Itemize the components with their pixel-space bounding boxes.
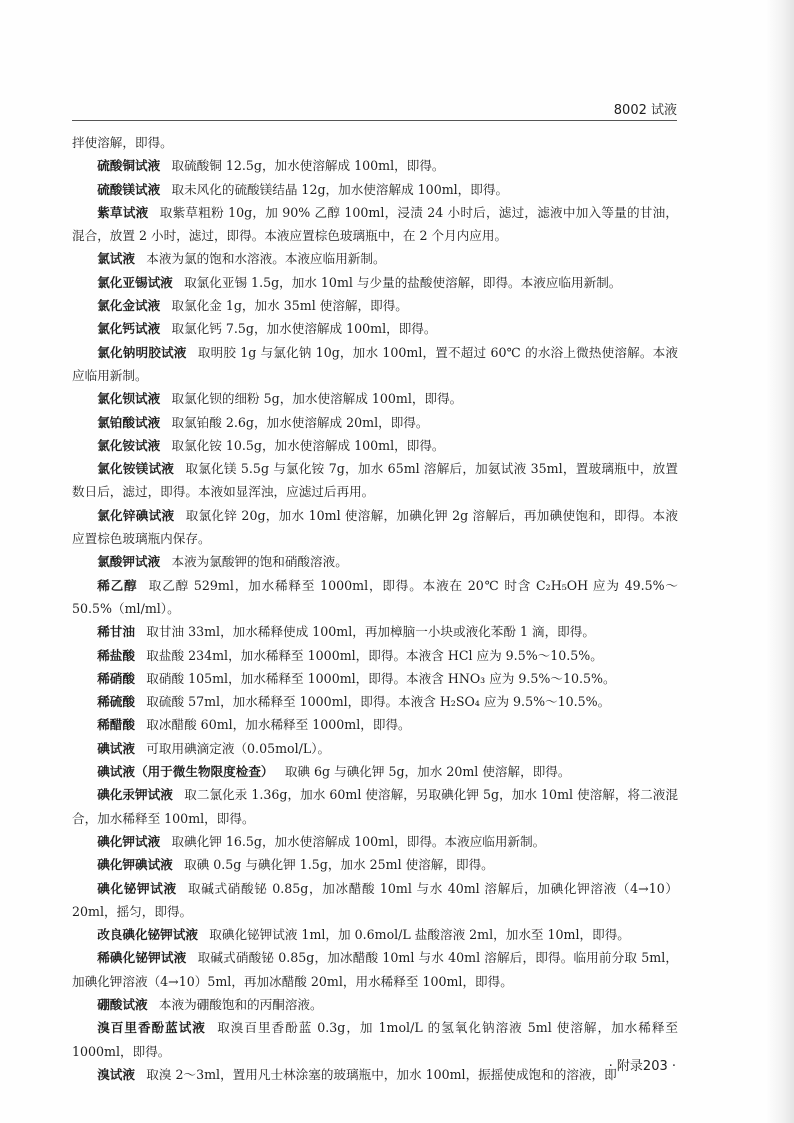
reagent-entry xyxy=(72,294,678,317)
header-title: 8002 试液 xyxy=(613,103,677,118)
reagent-description: 本液为硼酸饱和的丙酮溶液。 xyxy=(158,996,323,1012)
reagent-description: 拌使溶解，即得。 xyxy=(72,135,173,150)
reagent-entry xyxy=(72,644,678,667)
reagent-entry xyxy=(72,550,678,573)
reagent-entry xyxy=(72,620,678,643)
reagent-entry xyxy=(72,923,678,946)
reagent-description: 取冰醋酸 60ml，加水稀释至 1000ml，即得。 xyxy=(146,717,411,733)
reagent-entry xyxy=(72,271,678,294)
reagent-entry xyxy=(72,387,678,410)
reagent-description: 取氯化镁 5.5g 与氯化铵 7g，加水 65ml 溶解后，加氨试液 35ml，置玻璃瓶中，放置数日后，滤过，即得。本液如显浑浊，应滤过后再用。 xyxy=(72,461,678,500)
reagent-entry xyxy=(72,853,678,876)
reagent-description: 取硝酸 105ml，加水稀释至 1000ml，即得。本液含 HNO₃ 应为 9.5%～10.5%。 xyxy=(146,670,616,686)
reagent-description: 取碘 6g 与碘化钾 5g，加水 20ml 使溶解，即得。 xyxy=(284,764,571,780)
reagent-description: 取氯铂酸 2.6g，加水使溶解成 20ml，即得。 xyxy=(171,414,429,430)
reagent-description: 取硫酸 57ml，加水稀释至 1000ml，即得。本液含 H₂SO₄ 应为 9.5%～10.5%。 xyxy=(146,694,611,710)
reagent-name: 碘试液 xyxy=(97,740,135,756)
reagent-name: 紫草试液 xyxy=(97,204,149,220)
reagent-entry xyxy=(72,574,678,621)
reagent-name: 氯铂酸试液 xyxy=(97,414,161,430)
reagent-name: 碘化铋钾试液 xyxy=(97,880,177,896)
reagent-entry xyxy=(72,830,678,853)
reagent-description: 取未风化的硫酸镁结晶 12g，加水使溶解成 100ml，即得。 xyxy=(171,181,509,197)
page-edge-shadow xyxy=(766,0,794,1123)
reagent-name: 硼酸试液 xyxy=(97,996,148,1012)
reagent-description: 取碱式硝酸铋 0.85g，加冰醋酸 10ml 与水 40ml 溶解后，即得。临用前分取 5ml，加碘化钾溶液（4→10）5ml，再加冰醋酸 20ml，用水稀释至 100ml，即得。 xyxy=(72,950,679,989)
reagent-name: 碘试液（用于微生物限度检查） xyxy=(97,764,274,780)
reagent-description: 取碘化铋钾试液 1ml，加 0.6mol/L 盐酸溶液 2ml，加水至 10ml，即得。 xyxy=(209,927,630,943)
reagent-name: 稀乙醇 xyxy=(97,577,138,593)
reagent-name: 氯化铵试液 xyxy=(97,437,161,453)
reagent-name: 氯化钙试液 xyxy=(97,321,161,337)
reagent-description: 取氯化钡的细粉 5g，加水使溶解成 100ml，即得。 xyxy=(171,391,463,407)
reagent-entry xyxy=(72,434,678,457)
reagent-entry xyxy=(72,877,678,924)
reagent-name: 氯化铵镁试液 xyxy=(97,461,175,477)
reagent-description: 取硫酸铜 12.5g，加水使溶解成 100ml，即得。 xyxy=(171,158,445,174)
reagent-entry xyxy=(72,690,678,713)
page-number: · 附录203 · xyxy=(608,1059,676,1074)
reagent-name: 溴试液 xyxy=(97,1066,135,1082)
reagent-name: 稀甘油 xyxy=(97,624,135,640)
reagent-name: 碘化汞钾试液 xyxy=(97,787,173,803)
reagent-name: 硫酸铜试液 xyxy=(97,158,161,174)
reagent-entry xyxy=(72,201,678,248)
reagent-entry xyxy=(72,993,678,1016)
reagent-description: 取碘 0.5g 与碘化钾 1.5g，加水 25ml 使溶解，即得。 xyxy=(184,857,494,873)
reagent-entry xyxy=(72,1016,678,1063)
reagent-name: 氯化金试液 xyxy=(97,298,161,314)
reagent-name: 稀醋酸 xyxy=(97,717,135,733)
reagent-entry xyxy=(72,178,678,201)
reagent-name: 氯酸钾试液 xyxy=(97,554,161,570)
reagent-name: 氯化钡试液 xyxy=(97,391,161,407)
reagent-description: 取氯化锌 20g，加水 10ml 使溶解，加碘化钾 2g 溶解后，再加碘使饱和，即得。本液应置棕色玻璃瓶内保存。 xyxy=(72,507,679,547)
reagent-description: 取二氯化汞 1.36g，加水 60ml 使溶解，另取碘化钾 5g，加水 10ml 使溶解，将二液混合，加水稀释至 100ml，即得。 xyxy=(72,787,679,826)
reagent-entry xyxy=(72,760,678,783)
document-body xyxy=(72,131,678,1086)
reagent-entry xyxy=(72,131,678,154)
reagent-name: 氯化钠明胶试液 xyxy=(97,344,187,360)
reagent-name: 氯化锌碘试液 xyxy=(97,507,175,523)
reagent-entry xyxy=(72,247,678,270)
reagent-name: 稀硝酸 xyxy=(97,670,135,686)
reagent-description: 本液为氯酸钾的饱和硝酸溶液。 xyxy=(171,554,348,570)
reagent-description: 取乙醇 529ml，加水稀释至 1000ml，即得。本液在 20℃ 时含 C₂H₅OH 应为 49.5%～50.5%（ml/ml）。 xyxy=(72,577,679,616)
reagent-name: 硫酸镁试液 xyxy=(97,181,161,197)
reagent-entry xyxy=(72,341,678,388)
reagent-description: 本液为氯的饱和水溶液。本液应临用新制。 xyxy=(146,251,386,267)
reagent-name: 氯试液 xyxy=(97,251,135,267)
reagent-name: 碘化钾碘试液 xyxy=(97,857,173,873)
reagent-description: 取甘油 33ml，加水稀释使成 100ml，再加樟脑一小块或液化苯酚 1 滴，即得。 xyxy=(146,624,595,640)
reagent-description: 取盐酸 234ml，加水稀释至 1000ml，即得。本液含 HCl 应为 9.5%～10.5%。 xyxy=(146,647,603,663)
reagent-name: 碘化钾试液 xyxy=(97,833,161,849)
reagent-description: 取氯化钙 7.5g，加水使溶解成 100ml，即得。 xyxy=(171,321,437,337)
reagent-description: 取氯化铵 10.5g，加水使溶解成 100ml，即得。 xyxy=(171,437,445,453)
reagent-description: 取碱式硝酸铋 0.85g，加冰醋酸 10ml 与水 40ml 溶解后，加碘化钾溶液（4→10）20ml，摇匀，即得。 xyxy=(72,880,678,919)
reagent-description: 取氯化亚锡 1.5g，加水 10ml 与少量的盐酸使溶解，即得。本液应临用新制。 xyxy=(184,274,622,290)
reagent-name: 稀硫酸 xyxy=(97,694,135,710)
reagent-entry xyxy=(72,317,678,340)
reagent-entry xyxy=(72,667,678,690)
reagent-name: 改良碘化铋钾试液 xyxy=(97,927,198,943)
reagent-entry xyxy=(72,1063,678,1086)
reagent-description: 取溴 2～3ml，置用凡士林涂塞的玻璃瓶中，加水 100ml，振摇使成饱和的溶液，即 xyxy=(146,1066,617,1082)
reagent-entry xyxy=(72,457,678,504)
reagent-entry xyxy=(72,783,678,830)
reagent-entry xyxy=(72,154,678,177)
reagent-name: 稀碘化铋钾试液 xyxy=(97,950,187,966)
reagent-entry xyxy=(72,411,678,434)
reagent-description: 取氯化金 1g，加水 35ml 使溶解，即得。 xyxy=(171,298,408,314)
reagent-description: 取紫草粗粉 10g，加 90% 乙醇 100ml，浸渍 24 小时后，滤过，滤液中加入等量的甘油，混合，放置 2 小时，滤过，即得。本液应置棕色玻璃瓶中，在 2 个月内应用。 xyxy=(72,204,679,244)
reagent-description: 取溴百里香酚蓝 0.3g，加 1mol/L 的氢氧化钠溶液 5ml 使溶解，加水稀释至 1000ml，即得。 xyxy=(72,1020,678,1059)
reagent-name: 氯化亚锡试液 xyxy=(97,274,173,290)
reagent-description: 可取用碘滴定液（0.05mol/L）。 xyxy=(146,740,331,756)
running-header xyxy=(72,96,677,121)
reagent-description: 取碘化钾 16.5g，加水使溶解成 100ml，即得。本液应临用新制。 xyxy=(171,833,546,849)
reagent-entry xyxy=(72,737,678,760)
reagent-entry xyxy=(72,713,678,736)
reagent-name: 溴百里香酚蓝试液 xyxy=(97,1020,206,1036)
reagent-description: 取明胶 1g 与氯化钠 10g，加水 100ml，置不超过 60℃ 的水浴上微热使溶解。本液应临用新制。 xyxy=(72,344,678,383)
reagent-name: 稀盐酸 xyxy=(97,647,135,663)
reagent-entry xyxy=(72,946,678,993)
reagent-entry xyxy=(72,504,678,551)
